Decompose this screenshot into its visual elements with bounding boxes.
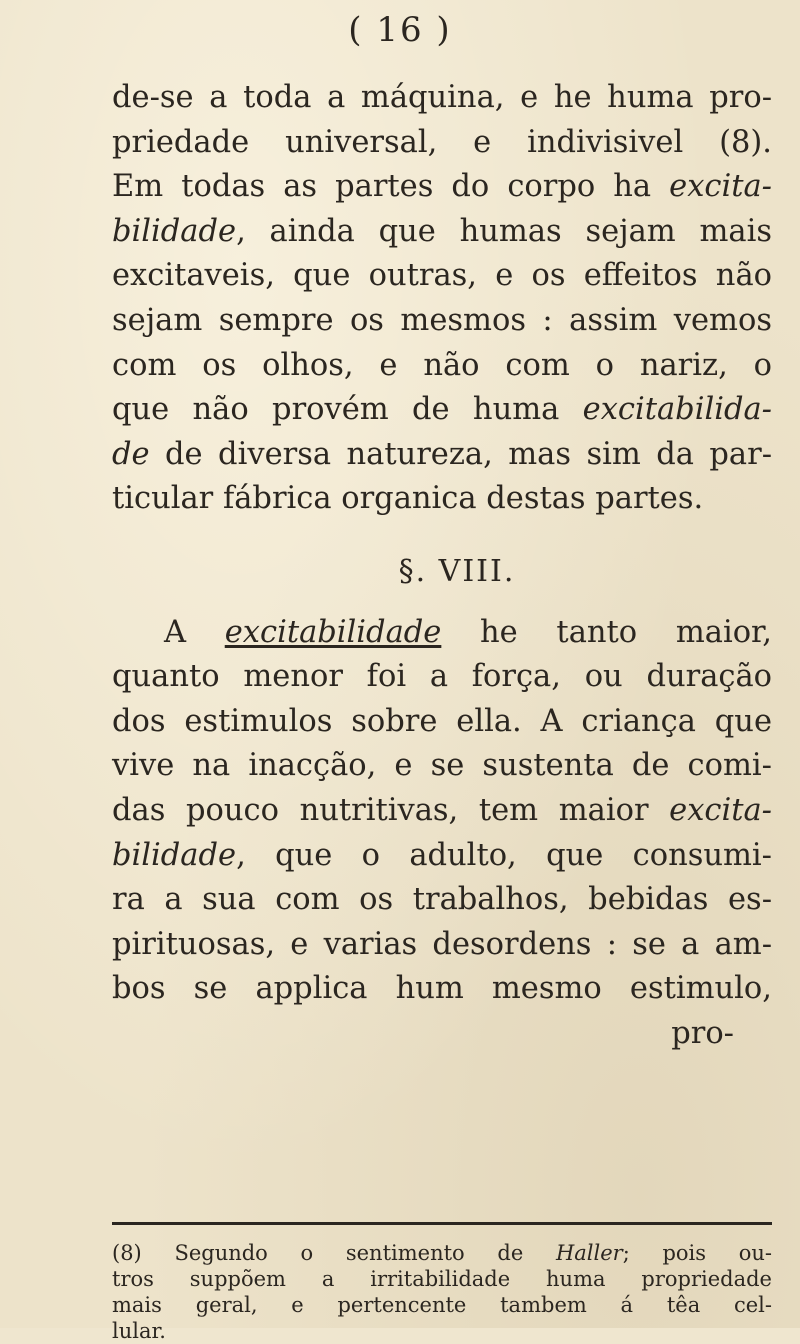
italic-term: excitabilida-	[582, 392, 772, 428]
main-text	[112, 76, 772, 1056]
italic-term: bilidade	[112, 213, 237, 249]
footnote-line: tros suppõem a irritabilidade huma propriedade	[112, 1267, 772, 1291]
text-line: com os olhos, e não com o nariz, o	[112, 347, 772, 383]
text-line: sejam sempre os mesmos : assim vemos	[112, 302, 772, 338]
footnote-line: lular.	[112, 1319, 166, 1343]
page-number: ( 16 )	[348, 10, 452, 50]
footnote-line: mais geral, e pertencente tambem á têa cel-	[112, 1293, 772, 1317]
text-line: dos estimulos sobre ella. A criança que	[112, 703, 772, 739]
italic-term: bilidade	[112, 837, 237, 873]
text-line: vive na inacção, e se sustenta de comi-	[112, 748, 772, 784]
text-line: ticular fábrica organica destas partes.	[112, 481, 704, 517]
text-line: ra a sua com os trabalhos, bebidas es-	[112, 882, 772, 918]
text-line	[112, 789, 772, 834]
italic-name: Haller	[555, 1241, 623, 1265]
italic-term: excita-	[669, 792, 772, 828]
text-line	[112, 611, 772, 656]
footnote-line	[112, 1240, 772, 1266]
text-span: ; pois ou-	[622, 1241, 772, 1265]
text-span: de diversa natureza, mas sim da par-	[149, 436, 772, 472]
text-line: bos se applica hum mesmo estimulo,	[112, 971, 772, 1007]
section-heading: §. VIII.	[398, 553, 516, 589]
footnote-rule	[112, 1222, 772, 1225]
catchword: pro-	[671, 1015, 734, 1051]
text-span: A	[164, 614, 225, 650]
text-span: das pouco nutritivas, tem maior	[112, 792, 670, 828]
text-line	[112, 165, 772, 210]
text-line: pirituosas, e varias desordens : se a am-	[112, 926, 772, 962]
text-span: he tanto maior,	[441, 614, 772, 650]
text-span: , ainda que humas sejam mais	[236, 213, 772, 249]
text-span: (8) Segundo o sentimento de	[112, 1241, 556, 1265]
text-line	[112, 433, 772, 478]
text-span: Em todas as partes do corpo ha	[112, 169, 670, 205]
text-line	[112, 210, 772, 255]
text-span: , que o adulto, que consumi-	[236, 837, 772, 873]
footnote	[112, 1240, 772, 1344]
text-line: quanto menor foi a força, ou duração	[112, 659, 772, 695]
text-line: de-se a toda a máquina, e he huma pro-	[112, 80, 772, 115]
paragraph-section-8	[112, 611, 772, 1057]
italic-term: excitabilidade	[224, 614, 442, 650]
paragraph-continuation	[112, 76, 772, 522]
italic-term: excita-	[669, 169, 772, 205]
text-span: que não provém de huma	[112, 392, 583, 428]
italic-term: de	[112, 436, 150, 472]
text-line: excitaveis, que outras, e os effeitos não	[112, 258, 772, 294]
text-line	[112, 388, 772, 433]
text-line	[112, 834, 772, 879]
text-line: priedade universal, e indivisivel (8).	[112, 124, 772, 160]
